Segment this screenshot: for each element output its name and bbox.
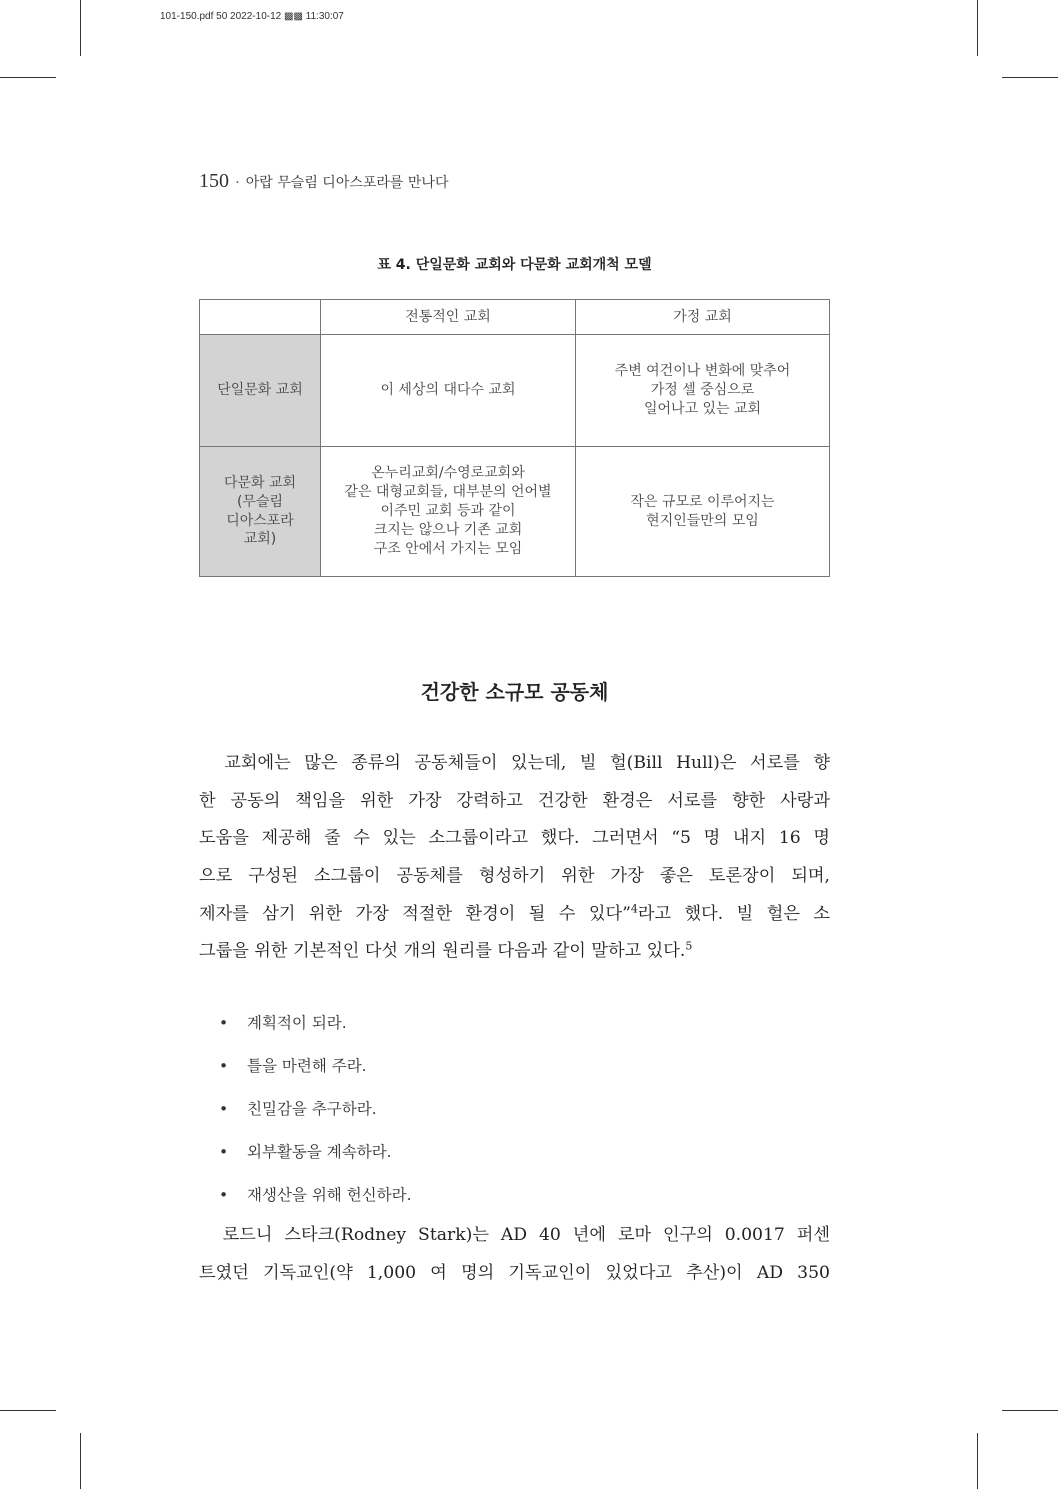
paragraph-line: 한 공동의 책임을 위한 가장 강력하고 건강한 환경은 서로를 향한 사랑과: [199, 790, 830, 811]
table-row: [200, 447, 830, 577]
paragraph-line: 도움을 제공해 줄 수 있는 소그룹이라고 했다. 그러면서 “5 명 내지 16 명: [199, 828, 830, 849]
section-title: 건강한 소규모 공동체: [420, 680, 609, 704]
paragraph-line: 교회에는 많은 종류의 공동체들이 있는데, 빌 헐(Bill Hull)은 서로를 향: [199, 753, 830, 773]
footnote-ref[interactable]: 4: [630, 902, 638, 916]
crop-mark: [977, 0, 978, 56]
row-header-multicultural: 다문화 교회 (무슬림 디아스포라 교회): [200, 447, 321, 577]
table-header-row: [200, 300, 830, 335]
column-header-traditional: 전통적인 교회: [321, 300, 576, 335]
paragraph-line: 제자를 삼기 위한 가장 적절한 환경이 될 수 있다”$^4$라고 했다. 빌 헐은 소: [199, 902, 830, 924]
paragraph-line: 로드니 스타크(Rodney Stark)는 AD 40 년에 로마 인구의 0.0017 퍼센: [199, 1225, 830, 1245]
crop-mark: [80, 1433, 81, 1489]
table-cell: 작은 규모로 이루어지는 현지인들만의 모임: [576, 447, 830, 577]
bullet-icon: •: [219, 1057, 229, 1075]
bullet-icon: •: [219, 1186, 229, 1204]
bullet-icon: •: [219, 1100, 229, 1118]
church-model-table: [199, 299, 830, 577]
body-paragraph: [199, 1217, 830, 1292]
running-header: [199, 170, 448, 193]
table-corner-cell: [200, 300, 321, 335]
crop-mark: [1002, 77, 1058, 78]
bullet-icon: •: [219, 1143, 229, 1161]
table-cell: 주변 여건이나 변화에 맞추어 가정 셀 중심으로 일어나고 있는 교회: [576, 335, 830, 447]
list-item: • 친밀감을 추구하라.: [199, 1093, 412, 1136]
table-caption: 표 4. 단일문화 교회와 다문화 교회개척 모델: [377, 257, 652, 273]
crop-mark: [977, 1433, 978, 1489]
paragraph-line: 트였던 기독교인(약 1,000 여 명의 기독교인이 있었다고 추산)이 AD 350: [199, 1262, 830, 1283]
table-cell: 온누리교회/수영로교회와 같은 대형교회들, 대부분의 언어별 이주민 교회 등과 같이 크지는 않으나 기존 교회 구조 안에서 가지는 모임: [321, 447, 576, 577]
list-item: • 재생산을 위해 헌신하라.: [199, 1179, 412, 1222]
bullet-icon: •: [219, 1014, 229, 1032]
paragraph-line: 으로 구성된 소그룹이 공동체를 형성하기 위한 가장 좋은 토론장이 되며,: [199, 866, 830, 887]
table-cell: 이 세상의 대다수 교회: [321, 335, 576, 447]
body-paragraph: [199, 745, 830, 971]
print-slug: 101-150.pdf 50 2022-10-12 ▩▩ 11:30:07: [160, 11, 344, 22]
column-header-house: 가정 교회: [576, 300, 830, 335]
principles-list: [199, 1007, 412, 1222]
row-header-monocultural: 단일문화 교회: [200, 335, 321, 447]
table-row: [200, 335, 830, 447]
list-item: • 계획적이 되라.: [199, 1007, 412, 1050]
list-item: • 외부활동을 계속하라.: [199, 1136, 412, 1179]
crop-mark: [0, 77, 56, 78]
book-title: 아랍 무슬림 디아스포라를 만나다: [245, 175, 449, 191]
header-separator: ·: [235, 173, 240, 191]
crop-mark: [1002, 1410, 1058, 1411]
crop-mark: [80, 0, 81, 56]
crop-mark: [0, 1410, 56, 1411]
list-item: • 틀을 마련해 주라.: [199, 1050, 412, 1093]
footnote-ref[interactable]: 5: [685, 939, 693, 953]
page-number: 150: [199, 170, 229, 192]
paragraph-line: 그룹을 위한 기본적인 다섯 개의 원리를 다음과 같이 말하고 있다.$^5$: [199, 939, 693, 962]
